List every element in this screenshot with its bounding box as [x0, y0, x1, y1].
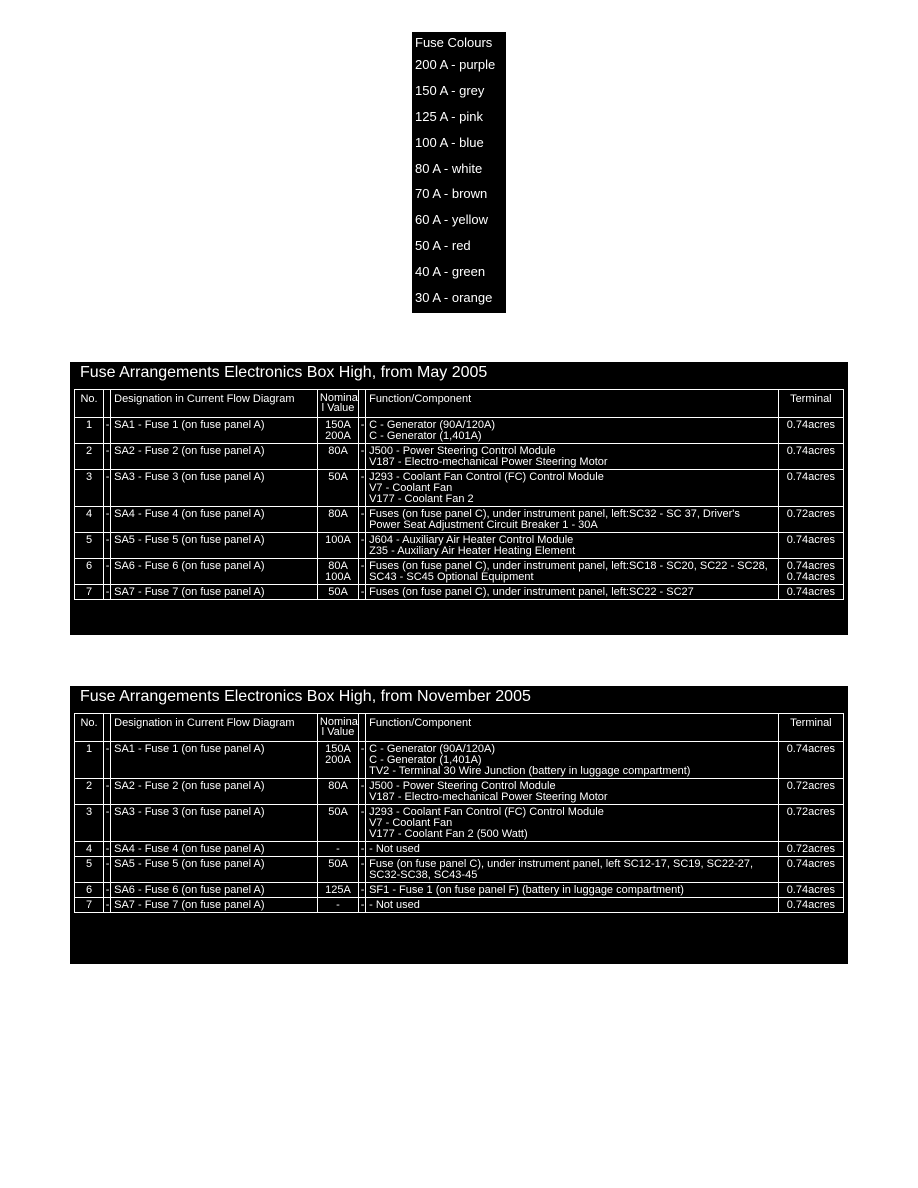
- row-dash-cell: -: [104, 857, 111, 883]
- terminal-cell: [778, 883, 843, 898]
- table-body: [75, 418, 844, 600]
- function-cell: [366, 444, 779, 470]
- row-number-cell: 6: [75, 883, 104, 898]
- row-dash-cell: -: [104, 742, 111, 779]
- header-nominal-line: l Value: [321, 726, 355, 738]
- nominal-value-cell: [317, 883, 358, 898]
- function-line: Power Seat Adjustment Circuit Breaker 1 - 30A: [369, 519, 598, 531]
- legend-title: Fuse Colours: [415, 35, 493, 50]
- row-dash-cell: -: [359, 883, 366, 898]
- legend-item: 200 A - purple: [415, 57, 496, 72]
- terminal-cell: [778, 470, 843, 507]
- terminal-cell: [778, 533, 843, 559]
- table-row: [75, 585, 844, 600]
- fuse-arrangement-table: [74, 389, 844, 600]
- designation-cell: SA3 - Fuse 3 (on fuse panel A): [111, 805, 318, 842]
- row-dash-cell: -: [359, 898, 366, 913]
- row-dash-cell: -: [359, 559, 366, 585]
- function-line: J293 - Coolant Fan Control (FC) Control Module: [369, 806, 604, 818]
- table-row: [75, 533, 844, 559]
- terminal-value: 0.74acres: [786, 534, 835, 546]
- function-line: C - Generator (1,401A): [369, 754, 482, 766]
- nominal-value: 100A: [325, 534, 351, 546]
- row-dash-cell: -: [104, 533, 111, 559]
- designation-cell: SA6 - Fuse 6 (on fuse panel A): [111, 883, 318, 898]
- row-number-cell: 2: [75, 779, 104, 805]
- table-title: Fuse Arrangements Electronics Box High, from November 2005: [80, 688, 531, 705]
- nominal-value-cell: [317, 444, 358, 470]
- terminal-value: 0.74acres: [786, 445, 835, 457]
- function-line: C - Generator (90A/120A): [369, 743, 496, 755]
- function-line: TV2 - Terminal 30 Wire Junction (battery in luggage compartment): [369, 765, 691, 777]
- nominal-value-cell: [317, 533, 358, 559]
- row-dash-cell: -: [104, 779, 111, 805]
- terminal-value: 0.74acres: [786, 743, 835, 755]
- designation-cell: SA7 - Fuse 7 (on fuse panel A): [111, 898, 318, 913]
- function-cell: [366, 559, 779, 585]
- function-line: J500 - Power Steering Control Module: [369, 445, 556, 457]
- function-line: V187 - Electro-mechanical Power Steering Motor: [369, 456, 608, 468]
- table-row: [75, 507, 844, 533]
- header-spacer: [104, 390, 111, 418]
- table-row: [75, 857, 844, 883]
- row-dash-cell: -: [104, 418, 111, 444]
- table-row: [75, 742, 844, 779]
- terminal-value: 0.72acres: [786, 843, 835, 855]
- header-spacer: [104, 714, 111, 742]
- function-line: J293 - Coolant Fan Control (FC) Control Module: [369, 471, 604, 483]
- function-line: V177 - Coolant Fan 2 (500 Watt): [369, 828, 528, 840]
- designation-cell: SA7 - Fuse 7 (on fuse panel A): [111, 585, 318, 600]
- nominal-value: 125A: [325, 884, 351, 896]
- row-dash-cell: -: [359, 842, 366, 857]
- row-dash-cell: -: [104, 444, 111, 470]
- row-dash-cell: -: [104, 507, 111, 533]
- table-row: [75, 559, 844, 585]
- nominal-value-cell: [317, 470, 358, 507]
- row-dash-cell: -: [359, 507, 366, 533]
- row-dash-cell: -: [359, 585, 366, 600]
- function-line: Fuse (on fuse panel C), under instrument panel, left SC12-17, SC19, SC22-27,: [369, 858, 754, 870]
- function-line: J604 - Auxiliary Air Heater Control Module: [369, 534, 574, 546]
- designation-cell: SA2 - Fuse 2 (on fuse panel A): [111, 779, 318, 805]
- terminal-cell: [778, 507, 843, 533]
- nominal-value: 50A: [328, 586, 348, 598]
- row-number-cell: 4: [75, 507, 104, 533]
- function-line: SC32-SC38, SC43-45: [369, 869, 478, 881]
- terminal-cell: [778, 779, 843, 805]
- terminal-cell: [778, 805, 843, 842]
- row-number-cell: 2: [75, 444, 104, 470]
- row-dash-cell: -: [104, 883, 111, 898]
- function-line: V7 - Coolant Fan: [369, 817, 453, 829]
- fuse-colours-legend: [412, 32, 506, 313]
- header-no: No.: [75, 714, 104, 742]
- designation-cell: SA2 - Fuse 2 (on fuse panel A): [111, 444, 318, 470]
- legend-item: 100 A - blue: [415, 134, 484, 150]
- function-line: - Not used: [369, 899, 420, 911]
- nominal-value: 100A: [325, 571, 351, 583]
- nominal-value: -: [336, 843, 340, 855]
- function-line: SF1 - Fuse 1 (on fuse panel F) (battery in luggage compartment): [369, 884, 684, 896]
- row-dash-cell: -: [359, 805, 366, 842]
- fuse-arrangement-table: [74, 713, 844, 913]
- table-header-row: [75, 390, 844, 418]
- row-dash-cell: -: [359, 533, 366, 559]
- nominal-value: 200A: [325, 754, 351, 766]
- terminal-cell: [778, 898, 843, 913]
- row-dash-cell: -: [104, 559, 111, 585]
- terminal-value: 0.74acres: [786, 571, 835, 583]
- fuse-table-may-2005: [70, 362, 848, 635]
- table-row: [75, 444, 844, 470]
- designation-cell: SA1 - Fuse 1 (on fuse panel A): [111, 418, 318, 444]
- row-number-cell: 1: [75, 742, 104, 779]
- terminal-cell: [778, 559, 843, 585]
- terminal-value: 0.74acres: [786, 586, 835, 598]
- row-number-cell: 7: [75, 898, 104, 913]
- nominal-value: 80A: [328, 445, 348, 457]
- function-line: Fuses (on fuse panel C), under instrument panel, left:SC22 - SC27: [369, 586, 694, 598]
- nominal-value-cell: [317, 842, 358, 857]
- header-designation: Designation in Current Flow Diagram: [111, 714, 318, 742]
- table-title: Fuse Arrangements Electronics Box High, from May 2005: [80, 364, 488, 381]
- header-terminal: Terminal: [778, 390, 843, 418]
- row-dash-cell: -: [104, 470, 111, 507]
- nominal-value-cell: [317, 805, 358, 842]
- row-number-cell: 5: [75, 533, 104, 559]
- nominal-value-cell: [317, 857, 358, 883]
- terminal-cell: [778, 742, 843, 779]
- legend-item: 50 A - red: [415, 238, 471, 254]
- terminal-cell: [778, 444, 843, 470]
- function-line: - Not used: [369, 843, 420, 855]
- function-line: Fuses (on fuse panel C), under instrument panel, left:SC18 - SC20, SC22 - SC28,: [369, 560, 768, 572]
- function-cell: [366, 805, 779, 842]
- function-cell: [366, 585, 779, 600]
- nominal-value-cell: [317, 742, 358, 779]
- nominal-value: 50A: [328, 806, 348, 818]
- function-cell: [366, 470, 779, 507]
- row-dash-cell: -: [359, 857, 366, 883]
- legend-item: 40 A - green: [415, 264, 486, 280]
- designation-cell: SA6 - Fuse 6 (on fuse panel A): [111, 559, 318, 585]
- row-dash-cell: -: [359, 779, 366, 805]
- header-spacer: [359, 390, 366, 418]
- function-line: SC43 - SC45 Optional Equipment: [369, 571, 534, 583]
- row-dash-cell: -: [359, 418, 366, 444]
- designation-cell: SA3 - Fuse 3 (on fuse panel A): [111, 470, 318, 507]
- terminal-cell: [778, 857, 843, 883]
- function-line: V187 - Electro-mechanical Power Steering Motor: [369, 791, 608, 803]
- function-cell: [366, 779, 779, 805]
- function-line: Fuses (on fuse panel C), under instrument panel, left:SC32 - SC 37, Driver's: [369, 508, 740, 520]
- nominal-value: 80A: [328, 560, 348, 572]
- nominal-value-cell: [317, 779, 358, 805]
- terminal-value: 0.74acres: [786, 471, 835, 483]
- nominal-value: 50A: [328, 471, 348, 483]
- terminal-value: 0.74acres: [786, 419, 835, 431]
- row-number-cell: 4: [75, 842, 104, 857]
- header-nominal-line: l Value: [321, 402, 355, 414]
- function-cell: [366, 742, 779, 779]
- header-function: Function/Component: [366, 390, 779, 418]
- header-function: Function/Component: [366, 714, 779, 742]
- terminal-cell: [778, 418, 843, 444]
- table-row: [75, 418, 844, 444]
- legend-item: 70 A - brown: [415, 186, 488, 202]
- function-line: J500 - Power Steering Control Module: [369, 780, 556, 792]
- row-number-cell: 6: [75, 559, 104, 585]
- header-spacer: [359, 714, 366, 742]
- designation-cell: SA5 - Fuse 5 (on fuse panel A): [111, 533, 318, 559]
- designation-cell: SA4 - Fuse 4 (on fuse panel A): [111, 507, 318, 533]
- terminal-value: 0.72acres: [786, 806, 835, 818]
- nominal-value: -: [336, 899, 340, 911]
- function-cell: [366, 842, 779, 857]
- row-number-cell: 3: [75, 805, 104, 842]
- function-cell: [366, 898, 779, 913]
- terminal-value: 0.74acres: [786, 560, 835, 572]
- table-row: [75, 805, 844, 842]
- function-cell: [366, 883, 779, 898]
- row-number-cell: 7: [75, 585, 104, 600]
- nominal-value-cell: [317, 585, 358, 600]
- header-terminal: Terminal: [778, 714, 843, 742]
- designation-cell: SA5 - Fuse 5 (on fuse panel A): [111, 857, 318, 883]
- terminal-cell: [778, 585, 843, 600]
- terminal-cell: [778, 842, 843, 857]
- header-no: No.: [75, 390, 104, 418]
- table-header-row: [75, 714, 844, 742]
- nominal-value: 50A: [328, 858, 348, 870]
- nominal-value: 80A: [328, 780, 348, 792]
- designation-cell: SA1 - Fuse 1 (on fuse panel A): [111, 742, 318, 779]
- terminal-value: 0.74acres: [786, 858, 835, 870]
- row-dash-cell: -: [104, 898, 111, 913]
- function-cell: [366, 857, 779, 883]
- row-number-cell: 1: [75, 418, 104, 444]
- nominal-value: 150A: [325, 743, 351, 755]
- row-dash-cell: -: [359, 470, 366, 507]
- function-line: C - Generator (1,401A): [369, 430, 482, 442]
- terminal-value: 0.72acres: [786, 780, 835, 792]
- legend-item: 150 A - grey: [415, 82, 485, 98]
- row-dash-cell: -: [104, 805, 111, 842]
- header-nominal-value: [317, 390, 358, 418]
- table-row: [75, 842, 844, 857]
- function-line: V177 - Coolant Fan 2: [369, 493, 474, 505]
- nominal-value: 150A: [325, 419, 351, 431]
- row-dash-cell: -: [104, 842, 111, 857]
- terminal-value: 0.74acres: [786, 899, 835, 911]
- legend-item: 80 A - white: [415, 160, 483, 176]
- row-number-cell: 5: [75, 857, 104, 883]
- designation-cell: SA4 - Fuse 4 (on fuse panel A): [111, 842, 318, 857]
- function-cell: [366, 507, 779, 533]
- legend-item: 125 A - pink: [415, 108, 483, 124]
- header-nominal-value: [317, 714, 358, 742]
- nominal-value-cell: [317, 507, 358, 533]
- nominal-value-cell: [317, 898, 358, 913]
- header-designation: Designation in Current Flow Diagram: [111, 390, 318, 418]
- function-line: Z35 - Auxiliary Air Heater Heating Element: [369, 545, 576, 557]
- header-nominal-line: Nomina: [319, 392, 358, 404]
- table-row: [75, 779, 844, 805]
- table-body: [75, 742, 844, 913]
- terminal-value: 0.72acres: [786, 508, 835, 520]
- table-row: [75, 898, 844, 913]
- row-dash-cell: -: [104, 585, 111, 600]
- function-cell: [366, 533, 779, 559]
- row-dash-cell: -: [359, 444, 366, 470]
- legend-item: 30 A - orange: [415, 290, 493, 306]
- row-number-cell: 3: [75, 470, 104, 507]
- legend-item: 60 A - yellow: [415, 212, 488, 228]
- nominal-value-cell: [317, 559, 358, 585]
- function-line: C - Generator (90A/120A): [369, 419, 496, 431]
- header-nominal-line: Nomina: [319, 716, 358, 728]
- table-row: [75, 883, 844, 898]
- nominal-value-cell: [317, 418, 358, 444]
- table-row: [75, 470, 844, 507]
- nominal-value: 80A: [328, 508, 348, 520]
- fuse-table-november-2005: [70, 686, 848, 964]
- terminal-value: 0.74acres: [786, 884, 835, 896]
- function-line: V7 - Coolant Fan: [369, 482, 453, 494]
- nominal-value: 200A: [325, 430, 351, 442]
- row-dash-cell: -: [359, 742, 366, 779]
- function-cell: [366, 418, 779, 444]
